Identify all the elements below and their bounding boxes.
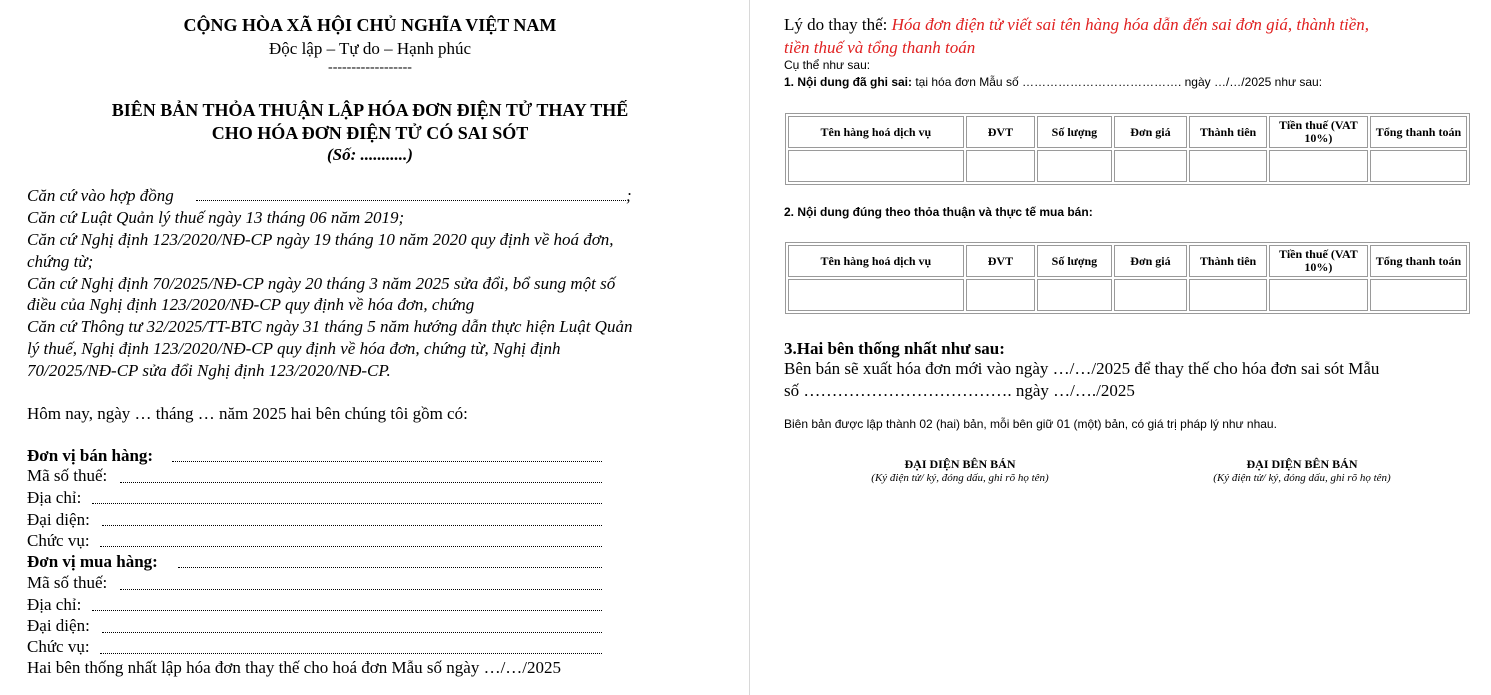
signature-title: ĐẠI DIỆN BÊN BÁN <box>1246 457 1358 471</box>
basis-line: Căn cứ Nghị định 123/2020/NĐ-CP ngày 19 tháng 10 năm 2020 quy định về hoá đơn, <box>27 230 614 249</box>
seller-tax-label: Mã số thuế: <box>27 466 108 485</box>
basis-line: điều của Nghị định 123/2020/NĐ-CP quy định về hóa đơn, chứng <box>27 295 475 314</box>
table-cell <box>1269 279 1368 311</box>
table-header: Tiền thuế (VAT 10%) <box>1269 245 1368 277</box>
seller-rep-label: Đại diện: <box>27 510 90 529</box>
table-header: Số lượng <box>1037 245 1112 277</box>
table-cell <box>1189 150 1267 182</box>
basis-line: Căn cứ Luật Quản lý thuế ngày 13 tháng 06 năm 2019; <box>27 208 405 227</box>
seller-position-dots <box>100 546 602 547</box>
meeting-date-line: Hôm nay, ngày … tháng … năm 2025 hai bên chúng tôi gồm có: <box>27 404 468 423</box>
section1-heading <box>784 75 1322 89</box>
section1-label: 1. Nội dung đã ghi sai: <box>784 75 913 89</box>
table-cell <box>1114 150 1188 182</box>
table-header: ĐVT <box>966 245 1035 277</box>
buyer-rep-label: Đại diện: <box>27 616 90 635</box>
table-cell <box>1370 279 1467 311</box>
buyer-rep-dots <box>102 632 602 633</box>
section2-heading: 2. Nội dung đúng theo thỏa thuận và thực tế mua bán: <box>784 205 1093 219</box>
table-header: Thành tiên <box>1189 116 1267 148</box>
section3-line2: số ………………………………. ngày …/…./2025 <box>784 381 1135 400</box>
table-cell <box>1037 279 1112 311</box>
section3-line1: Bên bán sẽ xuất hóa đơn mới vào ngày …/…/2025 để thay thế cho hóa đơn sai sót Mẫu <box>784 359 1380 378</box>
seller-rep-dots <box>102 525 602 526</box>
seller-address-dots <box>92 503 602 504</box>
table-header: Tên hàng hoá dịch vụ <box>788 245 964 277</box>
header-divider: ------------------ <box>328 60 412 75</box>
seller-position-label: Chức vụ: <box>27 531 90 550</box>
document-title-line1: BIÊN BẢN THỎA THUẬN LẬP HÓA ĐƠN ĐIỆN TỬ THAY THẾ <box>111 100 629 120</box>
table-cell <box>966 150 1035 182</box>
document-title-line2: CHO HÓA ĐƠN ĐIỆN TỬ CÓ SAI SÓT <box>211 123 529 143</box>
reason-line <box>784 15 1369 35</box>
section1-text: tại hóa đơn Mẫu số …………………………………. ngày …/…/2025 như sau: <box>912 75 1323 89</box>
document-number: (Số: ...........) <box>327 145 413 164</box>
seller-tax-dots <box>120 482 602 483</box>
table-header: Thành tiên <box>1189 245 1267 277</box>
signature-note: (Ký điện tử/ ký, đóng dấu, ghi rõ họ tên) <box>1213 472 1391 484</box>
signature-block-right <box>1162 457 1442 484</box>
signature-block-left <box>820 457 1100 484</box>
left-footer-line: Hai bên thống nhất lập hóa đơn thay thế cho hoá đơn Mẫu số ngày …/…/2025 <box>27 658 562 677</box>
nation-heading: CỘNG HÒA XÃ HỘI CHỦ NGHĨA VIỆT NAM <box>183 15 557 35</box>
buyer-label: Đơn vị mua hàng: <box>27 552 158 571</box>
buyer-dots <box>178 567 602 568</box>
table-header: Tiền thuế (VAT 10%) <box>1269 116 1368 148</box>
table-header: Tổng thanh toán <box>1370 116 1467 148</box>
basis-line: chứng từ; <box>27 252 94 271</box>
basis-line: Căn cứ Thông tư 32/2025/TT-BTC ngày 31 tháng 5 năm hướng dẫn thực hiện Luật Quản <box>27 317 633 336</box>
basis-line: 70/2025/NĐ-CP sửa đổi Nghị định 123/2020/NĐ-CP. <box>27 361 391 380</box>
table-cell <box>788 279 964 311</box>
table-cell <box>1269 150 1368 182</box>
seller-dots <box>172 461 602 462</box>
table-header: Đơn giá <box>1114 245 1188 277</box>
table-header: Tổng thanh toán <box>1370 245 1467 277</box>
table-cell <box>788 150 964 182</box>
signature-note: (Ký điện tử/ ký, đóng dấu, ghi rõ họ tên) <box>871 472 1049 484</box>
right-page <box>750 0 1491 695</box>
table-header: Số lượng <box>1037 116 1112 148</box>
table-header: Tên hàng hoá dịch vụ <box>788 116 964 148</box>
table-header: Đơn giá <box>1114 116 1188 148</box>
motto: Độc lập – Tự do – Hạnh phúc <box>269 39 471 58</box>
reason-text-cont: tiền thuế và tổng thanh toán <box>784 38 976 57</box>
buyer-position-dots <box>100 653 602 654</box>
wrong-content-table <box>785 113 1470 185</box>
details-intro: Cụ thể như sau: <box>784 58 871 72</box>
table-cell <box>1189 279 1267 311</box>
table-cell <box>1370 150 1467 182</box>
basis-contract <box>27 186 174 206</box>
table-cell <box>1037 150 1112 182</box>
basis-contract-dots <box>196 200 626 201</box>
reason-label: Lý do thay thế: <box>784 15 892 34</box>
table-cell <box>966 279 1035 311</box>
basis-contract-end: ; <box>626 186 632 205</box>
signature-title: ĐẠI DIỆN BÊN BÁN <box>904 457 1016 471</box>
basis-line: lý thuế, Nghị định 123/2020/NĐ-CP quy định về hóa đơn, chứng từ, Nghị định <box>27 339 561 358</box>
table-header: ĐVT <box>966 116 1035 148</box>
basis-line: Căn cứ Nghị định 70/2025/NĐ-CP ngày 20 tháng 3 năm 2025 sửa đổi, bổ sung một số <box>27 274 616 293</box>
table-cell <box>1114 279 1188 311</box>
buyer-position-label: Chức vụ: <box>27 637 90 656</box>
buyer-address-label: Địa chỉ: <box>27 595 82 614</box>
copies-statement: Biên bản được lập thành 02 (hai) bản, mỗi bên giữ 01 (một) bản, có giá trị pháp lý như nhau. <box>784 417 1277 431</box>
reason-text: Hóa đơn điện tử viết sai tên hàng hóa dẫn đến sai đơn giá, thành tiền, <box>891 15 1370 34</box>
basis-contract-text: Căn cứ vào hợp đồng <box>27 186 174 205</box>
seller-label: Đơn vị bán hàng: <box>27 446 154 465</box>
correct-content-table <box>785 242 1470 314</box>
buyer-address-dots <box>92 610 602 611</box>
seller-address-label: Địa chỉ: <box>27 488 82 507</box>
buyer-tax-dots <box>120 589 602 590</box>
section3-heading: 3.Hai bên thống nhất như sau: <box>784 339 1005 358</box>
buyer-tax-label: Mã số thuế: <box>27 573 108 592</box>
